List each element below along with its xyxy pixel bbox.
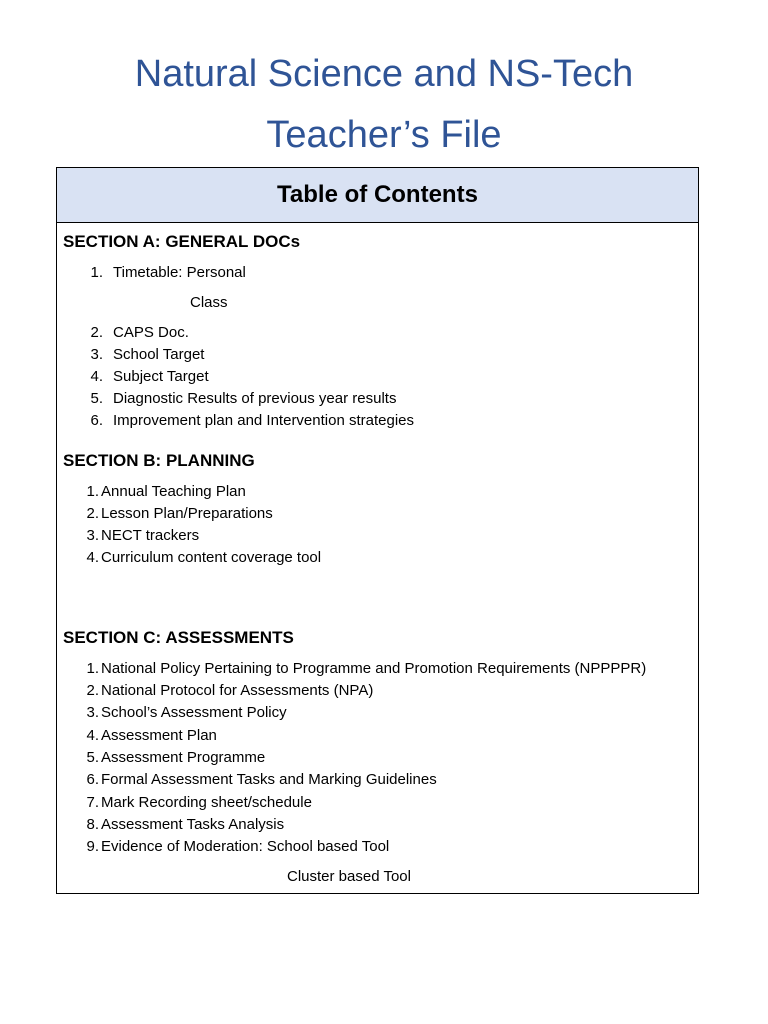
title-line-1: Natural Science and NS-Tech — [134, 53, 634, 95]
toc-heading: Table of Contents — [57, 168, 698, 223]
item-text: Annual Teaching Plan — [101, 483, 246, 500]
item-text: Subject Target — [113, 368, 209, 385]
list-item — [77, 816, 284, 833]
item-number: 2. — [90, 324, 103, 341]
item-text: Improvement plan and Intervention strategies — [113, 412, 415, 429]
item-text: Assessment Plan — [101, 727, 217, 744]
list-item — [77, 412, 414, 429]
item-number: 2. — [86, 505, 99, 522]
list-item — [77, 794, 312, 811]
item-number: 2. — [86, 682, 99, 699]
list-item — [190, 294, 228, 311]
item-number: 5. — [90, 390, 103, 407]
list-item — [77, 483, 246, 500]
list-item — [77, 324, 189, 341]
table-of-contents — [56, 167, 699, 894]
title-line-2: Teacher’s File — [266, 114, 502, 156]
list-item — [77, 390, 396, 407]
item-text: Class — [190, 294, 228, 311]
item-text: Curriculum content coverage tool — [101, 549, 322, 566]
list-item — [77, 838, 389, 855]
list-item — [77, 368, 209, 385]
item-text: National Protocol for Assessments (NPA) — [101, 682, 374, 699]
item-number: 1. — [90, 264, 103, 281]
list-item — [77, 549, 321, 566]
list-item — [77, 264, 246, 281]
list-item — [77, 682, 373, 699]
item-text: Formal Assessment Tasks and Marking Guidelines — [101, 771, 437, 788]
list-item — [77, 749, 265, 766]
list-item — [77, 346, 204, 363]
item-text: Timetable: Personal — [113, 264, 246, 281]
item-number: 8. — [86, 816, 99, 833]
item-text: School’s Assessment Policy — [101, 704, 287, 721]
section-b-heading: SECTION B: PLANNING — [63, 451, 255, 470]
item-text: Assessment Programme — [101, 749, 266, 766]
list-item — [287, 868, 411, 885]
list-item — [77, 704, 287, 721]
item-number: 6. — [86, 771, 99, 788]
item-number: 3. — [90, 346, 103, 363]
list-item — [77, 771, 437, 788]
section-c-heading: SECTION C: ASSESSMENTS — [63, 628, 294, 647]
item-number: 4. — [86, 549, 99, 566]
item-text: School Target — [113, 346, 205, 363]
item-text: Lesson Plan/Preparations — [101, 505, 273, 522]
item-number: 7. — [86, 794, 99, 811]
item-text: Cluster based Tool — [287, 868, 411, 885]
item-number: 4. — [86, 727, 99, 744]
item-number: 9. — [86, 838, 99, 855]
section-a-heading: SECTION A: GENERAL DOCs — [63, 232, 301, 251]
item-text: Assessment Tasks Analysis — [101, 816, 285, 833]
list-item — [77, 527, 199, 544]
item-number: 6. — [90, 412, 103, 429]
item-text: Diagnostic Results of previous year results — [113, 390, 397, 407]
list-item — [77, 660, 646, 677]
item-number: 5. — [86, 749, 99, 766]
item-text: National Policy Pertaining to Programme and Promotion Requirements (NPPPPR) — [101, 660, 647, 677]
item-text: Mark Recording sheet/schedule — [101, 794, 312, 811]
item-number: 1. — [86, 483, 99, 500]
item-number: 3. — [86, 527, 99, 544]
list-item — [77, 505, 273, 522]
item-text: Evidence of Moderation: School based Tool — [101, 838, 390, 855]
item-text: NECT trackers — [101, 527, 200, 544]
document-title — [0, 44, 768, 166]
item-text: CAPS Doc. — [113, 324, 189, 341]
item-number: 4. — [90, 368, 103, 385]
item-number: 1. — [86, 660, 99, 677]
item-number: 3. — [86, 704, 99, 721]
list-item — [77, 727, 217, 744]
